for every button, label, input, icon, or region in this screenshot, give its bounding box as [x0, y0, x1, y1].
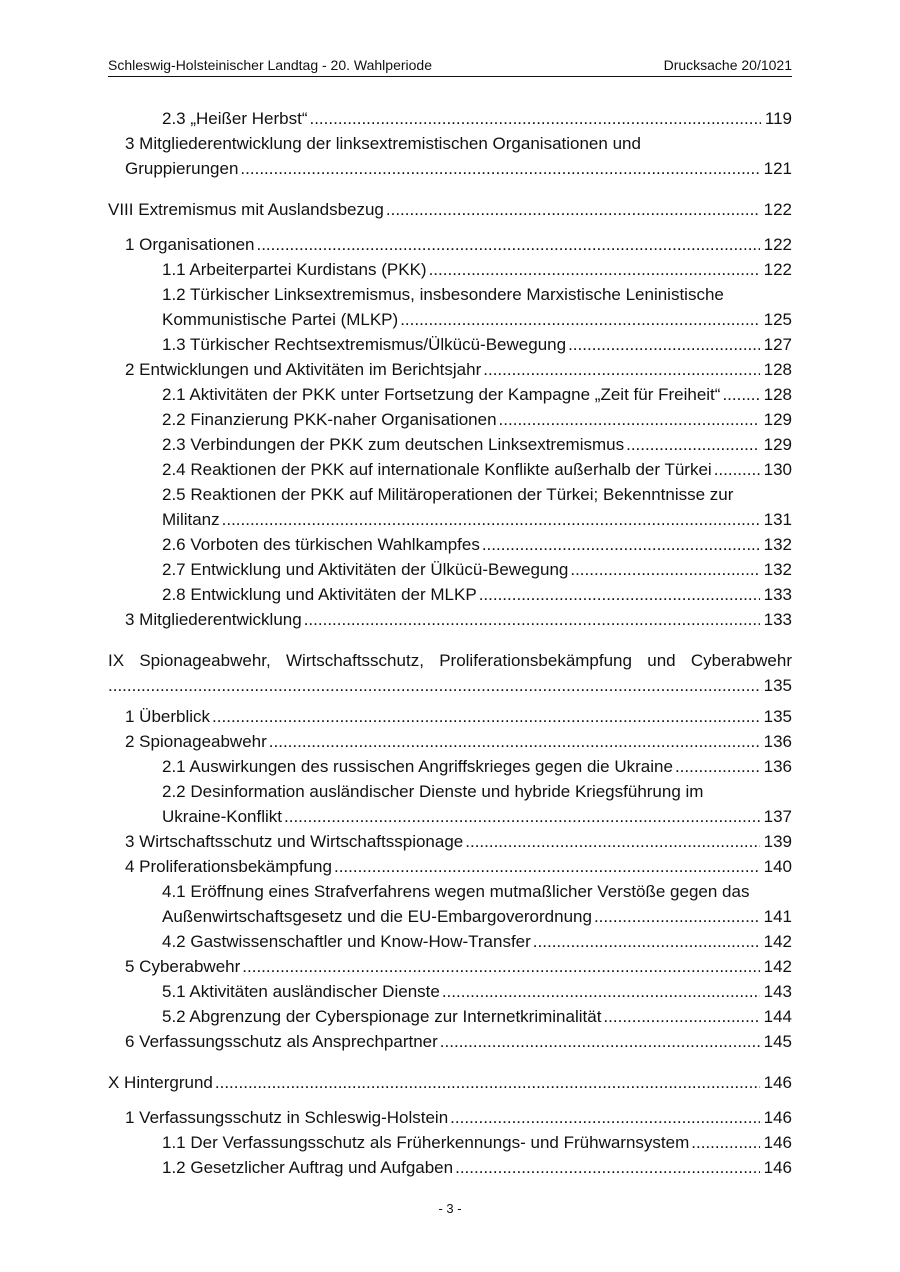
toc-entry-page: 130 — [763, 460, 792, 479]
toc-entry[interactable] — [162, 457, 792, 482]
toc-leader — [714, 457, 760, 482]
toc-entry-title: 5.1 Aktivitäten ausländischer Dienste — [162, 982, 440, 1001]
toc-entry[interactable] — [162, 979, 792, 1004]
toc-entry-page: 133 — [763, 610, 792, 629]
toc-entry-title: 2.7 Entwicklung und Aktivitäten der Ülkücü-Bewegung — [162, 560, 569, 579]
toc-entry-title: 3 Wirtschaftsschutz und Wirtschaftsspionage — [125, 832, 464, 851]
toc-entry-title: 2.3 „Heißer Herbst“ — [162, 109, 308, 128]
toc-leader — [483, 357, 759, 382]
toc-entry-title: 1 Überblick — [125, 707, 211, 726]
toc-entry-page: 122 — [763, 200, 792, 219]
toc-leader — [386, 197, 760, 222]
toc-entry-title: 1 Organisationen — [125, 235, 255, 254]
toc-entry-page: 140 — [763, 857, 792, 876]
toc-entry[interactable] — [162, 407, 792, 432]
toc-entry-page: 129 — [763, 410, 792, 429]
toc-entry[interactable] — [125, 954, 792, 979]
header-title: Schleswig-Holsteinischer Landtag - 20. Wahlperiode — [108, 57, 432, 73]
toc-leader — [304, 607, 760, 632]
toc-chapter[interactable] — [108, 648, 792, 698]
toc-leader — [675, 754, 760, 779]
toc-entry-title: 1.2 Türkischer Linksextremismus, insbesondere Marxistische Leninistische — [162, 285, 724, 304]
toc-entry[interactable] — [125, 357, 792, 382]
toc-leader — [442, 979, 760, 1004]
toc-entry-title: X Hintergrund — [108, 1073, 213, 1092]
toc-leader — [334, 854, 760, 879]
toc-chapter[interactable] — [108, 197, 792, 222]
toc-entry-title-cont: Außenwirtschaftsgesetz und die EU-Embargoverordnung — [162, 907, 592, 926]
toc-entry[interactable] — [162, 332, 792, 357]
toc-entry-page: 125 — [763, 310, 792, 329]
toc-entry-title-cont: Ukraine-Konflikt — [162, 807, 282, 826]
toc-entry-page: 132 — [763, 535, 792, 554]
toc-leader — [429, 257, 760, 282]
toc-leader — [108, 673, 760, 698]
toc-leader — [309, 106, 760, 131]
toc-entry-page: 146 — [763, 1133, 792, 1152]
toc-entry[interactable] — [162, 257, 792, 282]
toc-entry-page: 144 — [763, 1007, 792, 1026]
toc-entry[interactable] — [125, 607, 792, 632]
toc-leader — [691, 1130, 759, 1155]
toc-leader — [400, 307, 759, 332]
toc-entry-page: 136 — [763, 757, 792, 776]
toc-entry-title: 2 Spionageabwehr — [125, 732, 267, 751]
toc-entry-title: 4 Proliferationsbekämpfung — [125, 857, 332, 876]
toc-entry-title: 2.5 Reaktionen der PKK auf Militäroperationen der Türkei; Bekenntnisse zur — [162, 485, 734, 504]
toc-entry-page: 143 — [763, 982, 792, 1001]
toc-entry-page: 132 — [763, 560, 792, 579]
toc-entry-title: 2.6 Vorboten des türkischen Wahlkampfes — [162, 535, 480, 554]
toc-entry-title: 2.8 Entwicklung und Aktivitäten der MLKP — [162, 585, 477, 604]
toc-leader — [455, 1155, 760, 1180]
toc-entry-page: 127 — [763, 335, 792, 354]
toc-entry[interactable] — [125, 1029, 792, 1054]
toc-entry[interactable] — [162, 779, 792, 829]
toc-entry[interactable] — [162, 557, 792, 582]
toc-entry-page: 129 — [763, 435, 792, 454]
toc-entry-title: 2.2 Finanzierung PKK-naher Organisationen — [162, 410, 497, 429]
toc-entry-page: 146 — [763, 1158, 792, 1177]
toc-entry[interactable] — [162, 382, 792, 407]
toc-entry-title: 1.2 Gesetzlicher Auftrag und Aufgaben — [162, 1158, 454, 1177]
toc-entry-page: 141 — [763, 907, 792, 926]
toc-entry-title: 2.3 Verbindungen der PKK zum deutschen Linksextremismus — [162, 435, 625, 454]
toc-leader — [256, 232, 759, 257]
toc-leader — [215, 1070, 760, 1095]
toc-leader — [440, 1029, 760, 1054]
toc-entry-page: 135 — [763, 707, 792, 726]
toc-leader — [240, 156, 759, 181]
toc-entry-page: 122 — [763, 260, 792, 279]
toc-entry[interactable] — [162, 754, 792, 779]
toc-entry-title: 1.1 Der Verfassungsschutz als Früherkennungs- und Frühwarnsystem — [162, 1133, 690, 1152]
toc-chapter[interactable] — [108, 1070, 792, 1095]
toc-entry-title: VIII Extremismus mit Auslandsbezug — [108, 200, 384, 219]
toc-entry[interactable] — [162, 432, 792, 457]
toc-entry[interactable] — [162, 582, 792, 607]
toc-entry-title-cont: Militanz — [162, 510, 220, 529]
toc-entry-page: 131 — [763, 510, 792, 529]
toc-entry-title: 4.2 Gastwissenschaftler und Know-How-Transfer — [162, 932, 531, 951]
toc-entry-title: 2 Entwicklungen und Aktivitäten im Berichtsjahr — [125, 360, 482, 379]
toc-entry-page: 122 — [763, 235, 792, 254]
toc-leader — [568, 332, 760, 357]
toc-entry[interactable] — [125, 704, 792, 729]
toc-entry[interactable] — [162, 482, 792, 532]
toc-entry-title: 1 Verfassungsschutz in Schleswig-Holstein — [125, 1108, 449, 1127]
toc-entry-title: 1.3 Türkischer Rechtsextremismus/Ülkücü-Bewegung — [162, 335, 567, 354]
toc-entry-page: 121 — [763, 159, 792, 178]
toc-entry-page: 142 — [763, 957, 792, 976]
toc-leader — [626, 432, 760, 457]
page-number: - 3 - — [438, 1201, 462, 1216]
toc-leader — [722, 382, 759, 407]
toc-entry-title-cont: Gruppierungen — [125, 159, 239, 178]
toc-entry-title: 4.1 Eröffnung eines Strafverfahrens wegen mutmaßlicher Verstöße gegen das — [162, 882, 750, 901]
toc-entry-page: 133 — [763, 585, 792, 604]
toc-leader — [570, 557, 759, 582]
toc-entry[interactable] — [125, 131, 792, 181]
toc-entry-title-cont: Kommunistische Partei (MLKP) — [162, 310, 399, 329]
toc-entry-page: 128 — [763, 385, 792, 404]
toc-entry-title: 2.2 Desinformation ausländischer Dienste und hybride Kriegsführung im — [162, 782, 704, 801]
toc-entry-title: 5.2 Abgrenzung der Cyberspionage zur Internetkriminalität — [162, 1007, 602, 1026]
toc-leader — [594, 904, 760, 929]
header-document-number: Drucksache 20/1021 — [663, 57, 792, 73]
toc-entry-title: 6 Verfassungsschutz als Ansprechpartner — [125, 1032, 438, 1051]
toc-entry-title: 2.1 Auswirkungen des russischen Angriffskrieges gegen die Ukraine — [162, 757, 673, 776]
toc-leader — [242, 954, 759, 979]
toc-entry-page: 142 — [763, 932, 792, 951]
toc-entry[interactable] — [162, 106, 792, 131]
toc-entry[interactable] — [162, 1130, 792, 1155]
toc-leader — [603, 1004, 759, 1029]
toc-entry-page: 146 — [763, 1108, 792, 1127]
toc-entry-title: 5 Cyberabwehr — [125, 957, 241, 976]
toc-leader — [212, 704, 760, 729]
toc-entry-page: 145 — [763, 1032, 792, 1051]
toc-entry[interactable] — [125, 854, 792, 879]
toc-leader — [465, 829, 759, 854]
toc-entry-title: IX Spionageabwehr, Wirtschaftsschutz, Proliferationsbekämpfung und Cyberabwehr — [108, 651, 792, 670]
toc-leader — [450, 1105, 759, 1130]
toc-entry[interactable] — [162, 929, 792, 954]
toc-entry-title: 2.4 Reaktionen der PKK auf internationale Konflikte außerhalb der Türkei — [162, 460, 712, 479]
toc-entry-page: 119 — [764, 109, 792, 128]
toc-entry-title: 3 Mitgliederentwicklung — [125, 610, 302, 629]
toc-entry[interactable] — [125, 829, 792, 854]
toc-entry[interactable] — [125, 232, 792, 257]
toc-entry-title: 3 Mitgliederentwicklung der linksextremistischen Organisationen und — [125, 134, 641, 153]
toc-entry-title: 2.1 Aktivitäten der PKK unter Fortsetzung der Kampagne „Zeit für Freiheit“ — [162, 385, 721, 404]
toc-entry[interactable] — [162, 879, 792, 929]
toc-entry-page: 146 — [763, 1073, 792, 1092]
toc-entry[interactable] — [162, 532, 792, 557]
toc-entry-page: 136 — [763, 732, 792, 751]
toc-entry[interactable] — [162, 1155, 792, 1180]
toc-leader — [499, 407, 760, 432]
toc-entry-page: 137 — [763, 807, 792, 826]
toc-entry-page: 128 — [763, 360, 792, 379]
toc-leader — [479, 582, 760, 607]
toc-leader — [284, 804, 760, 829]
toc-leader — [482, 532, 760, 557]
toc-leader — [222, 507, 760, 532]
toc-entry[interactable] — [162, 1004, 792, 1029]
toc-entry-title: 1.1 Arbeiterpartei Kurdistans (PKK) — [162, 260, 427, 279]
toc-entry-page: 139 — [763, 832, 792, 851]
toc-entry[interactable] — [125, 1105, 792, 1130]
toc-leader — [533, 929, 760, 954]
toc-leader — [269, 729, 760, 754]
toc-entry[interactable] — [125, 729, 792, 754]
page-header — [108, 56, 792, 77]
toc-entry[interactable] — [162, 282, 792, 332]
toc-entry-page: 135 — [763, 676, 792, 695]
